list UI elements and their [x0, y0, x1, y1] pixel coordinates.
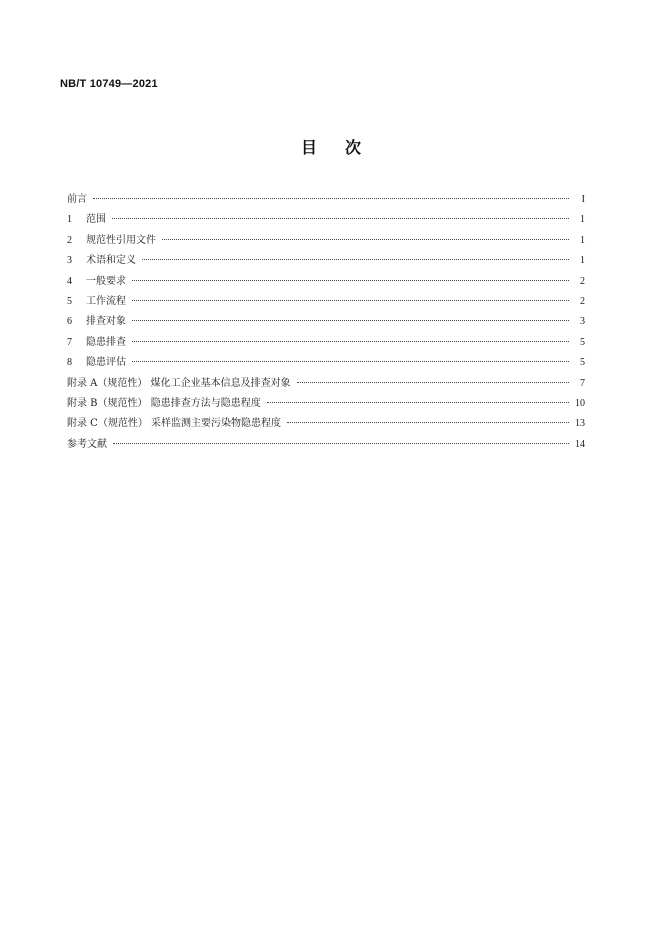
- toc-leader-dots: [162, 239, 569, 240]
- toc-entry-page: 1: [580, 234, 585, 246]
- toc-entry-appendix-c[interactable]: [67, 414, 585, 434]
- toc-entry-number: 4: [67, 275, 72, 287]
- toc-entry-general-requirements[interactable]: [67, 272, 585, 292]
- toc-entry-page: 5: [580, 357, 585, 369]
- toc-entry-page: I: [581, 194, 585, 205]
- toc-leader-dots: [267, 402, 569, 403]
- toc-entry-label: 隐患评估: [86, 357, 126, 369]
- toc-entry-bibliography[interactable]: [67, 435, 585, 455]
- toc-leader-dots: [287, 422, 569, 423]
- toc-leader-dots: [132, 341, 569, 342]
- toc-entry-label: 一般要求: [86, 275, 126, 287]
- toc-entry-label: 附录 B（规范性） 隐患排查方法与隐患程度: [67, 397, 261, 409]
- toc-entry-label: 前言: [67, 194, 87, 205]
- toc-entry-page: 2: [580, 295, 585, 307]
- toc-leader-dots: [132, 320, 569, 321]
- toc-leader-dots: [113, 443, 569, 444]
- toc-entry-page: 3: [580, 316, 585, 328]
- toc-entry-label: 规范性引用文件: [86, 234, 156, 246]
- toc-entry-hazard-inspection[interactable]: [67, 333, 585, 353]
- toc-entry-number: 3: [67, 255, 72, 267]
- toc-entry-hazard-assessment[interactable]: [67, 353, 585, 373]
- toc-entry-page: 13: [575, 418, 585, 430]
- toc-entry-page: 2: [580, 275, 585, 287]
- page-title: 目次: [300, 138, 389, 157]
- toc-entry-label: 附录 C（规范性） 采样监测主要污染物隐患程度: [67, 418, 282, 430]
- toc-entry-inspection-objects[interactable]: [67, 312, 585, 332]
- toc-entry-workflow[interactable]: [67, 292, 585, 312]
- toc-entry-appendix-a[interactable]: [67, 374, 585, 394]
- toc-entry-page: 1: [580, 214, 585, 226]
- toc-leader-dots: [132, 280, 569, 281]
- toc-entry-number: 1: [67, 214, 72, 226]
- toc-entry-label: 参考文献: [67, 438, 107, 450]
- toc-entry-number: 5: [67, 295, 72, 307]
- toc-entry-label: 范围: [86, 214, 106, 226]
- standard-code: NB/T 10749—2021: [60, 78, 158, 90]
- toc-entry-label: 排查对象: [86, 316, 126, 328]
- toc-entry-number: 7: [67, 336, 72, 348]
- toc-leader-dots: [132, 361, 569, 362]
- toc-leader-dots: [142, 259, 569, 260]
- toc-entry-number: 2: [67, 234, 72, 246]
- toc-entry-page: 10: [575, 397, 585, 409]
- toc-entry-page: 1: [580, 255, 585, 267]
- toc-entry-label: 术语和定义: [86, 255, 136, 267]
- toc-leader-dots: [297, 382, 569, 383]
- toc-entry-foreword[interactable]: [67, 190, 585, 210]
- toc-leader-dots: [112, 218, 569, 219]
- toc-entry-appendix-b[interactable]: [67, 394, 585, 414]
- toc-entry-scope[interactable]: [67, 210, 585, 230]
- table-of-contents: [67, 190, 585, 455]
- toc-entry-number: 6: [67, 316, 72, 328]
- toc-leader-dots: [93, 198, 569, 199]
- toc-entry-terms-definitions[interactable]: [67, 251, 585, 271]
- toc-leader-dots: [132, 300, 569, 301]
- toc-entry-page: 14: [575, 438, 585, 450]
- toc-entry-number: 8: [67, 357, 72, 369]
- toc-entry-label: 附录 A（规范性） 煤化工企业基本信息及排查对象: [67, 377, 291, 389]
- toc-entry-label: 工作流程: [86, 295, 126, 307]
- toc-entry-page: 7: [580, 377, 585, 389]
- toc-entry-label: 隐患排查: [86, 336, 126, 348]
- toc-entry-page: 5: [580, 336, 585, 348]
- toc-entry-normative-references[interactable]: [67, 231, 585, 251]
